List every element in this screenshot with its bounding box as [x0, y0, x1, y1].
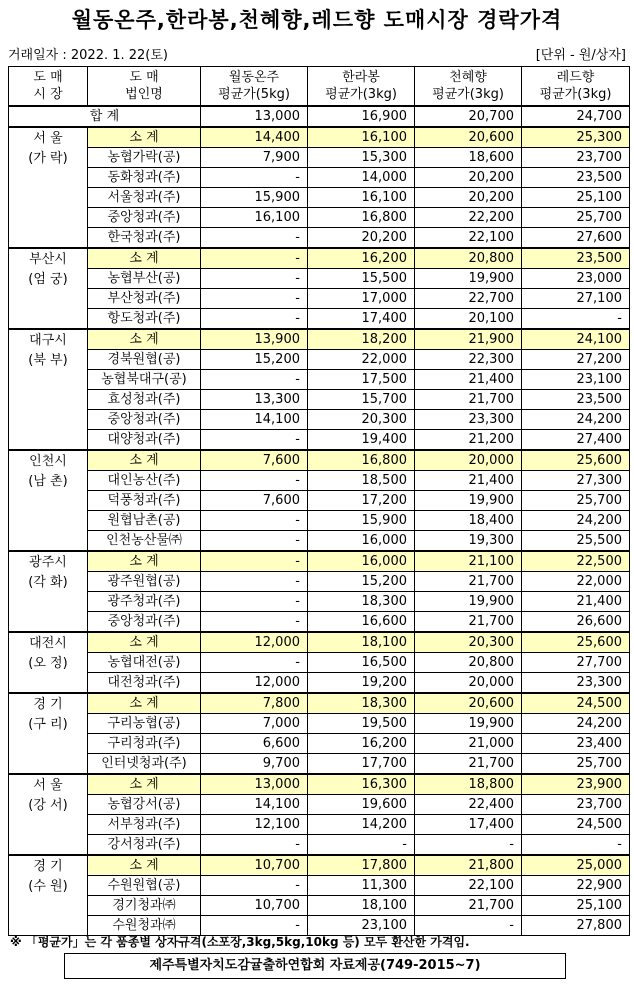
firm-name: 항도청과(주): [88, 309, 201, 330]
subtotal-label: 소 계: [88, 127, 201, 148]
price-cell: 16,100: [308, 127, 415, 148]
firm-name: 동화청과(주): [88, 168, 201, 188]
price-cell: 9,700: [201, 754, 308, 775]
table-row: [9, 430, 630, 451]
price-cell: 16,200: [308, 248, 415, 269]
header-col1-line1: 월동온주: [228, 70, 280, 85]
price-cell: 19,900: [415, 269, 522, 289]
header-col3-line2: 평균가(3kg): [432, 87, 504, 102]
subtotal-label: 소 계: [88, 248, 201, 269]
price-cell: 25,300: [522, 127, 630, 148]
price-cell: -: [201, 572, 308, 592]
price-cell: 25,700: [522, 208, 630, 228]
price-cell: 16,000: [308, 531, 415, 552]
price-cell: 25,600: [522, 632, 630, 653]
price-cell: -: [415, 835, 522, 856]
firm-name: 경북원협(공): [88, 350, 201, 370]
table-row: [9, 896, 630, 916]
price-cell: 20,300: [415, 632, 522, 653]
market-cell: [9, 127, 88, 248]
price-cell: 15,300: [308, 148, 415, 168]
subtotal-label: 소 계: [88, 450, 201, 471]
price-cell: 18,400: [415, 511, 522, 531]
price-cell: -: [201, 430, 308, 451]
price-cell: 24,100: [522, 329, 630, 350]
price-cell: 18,100: [308, 896, 415, 916]
firm-name: 수원청과㈜: [88, 916, 201, 936]
price-cell: 24,200: [522, 714, 630, 734]
subtotal-row: [9, 774, 630, 795]
price-cell: -: [201, 370, 308, 390]
price-cell: -: [201, 309, 308, 330]
table-row: [9, 876, 630, 896]
price-cell: 18,300: [308, 592, 415, 612]
price-cell: 14,200: [308, 815, 415, 835]
price-cell: 17,500: [308, 370, 415, 390]
price-cell: 23,900: [522, 774, 630, 795]
subtotal-label: 소 계: [88, 855, 201, 876]
price-cell: 21,700: [415, 572, 522, 592]
table-row: [9, 673, 630, 694]
table-row: [9, 592, 630, 612]
market-district: (강 서): [28, 798, 68, 813]
market-name: 광주시: [29, 555, 67, 570]
price-cell: 14,100: [201, 795, 308, 815]
subtotal-row: [9, 632, 630, 653]
subtotal-label: 소 계: [88, 551, 201, 572]
price-cell: 12,100: [201, 815, 308, 835]
price-cell: 17,200: [308, 491, 415, 511]
header-col4-line2: 평균가(3kg): [539, 87, 612, 102]
price-cell: 22,500: [522, 551, 630, 572]
market-cell: [9, 551, 88, 632]
firm-name: 농협부산(공): [88, 269, 201, 289]
price-cell: 25,700: [522, 491, 630, 511]
price-cell: -: [201, 592, 308, 612]
price-cell: 27,600: [522, 228, 630, 249]
header-col1: [201, 67, 308, 107]
total-label: 합 계: [9, 106, 201, 127]
price-cell: 19,900: [415, 714, 522, 734]
header-market-line2: 시 장: [33, 87, 63, 102]
table-row: [9, 228, 630, 249]
market-name: 대구시: [29, 333, 67, 348]
subtotal-label: 소 계: [88, 774, 201, 795]
price-cell: 15,200: [308, 572, 415, 592]
table-row: [9, 148, 630, 168]
table-row: [9, 491, 630, 511]
firm-name: 광주청과(주): [88, 592, 201, 612]
price-cell: 22,100: [415, 228, 522, 249]
price-cell: 25,500: [522, 531, 630, 552]
firm-name: 구리농협(공): [88, 714, 201, 734]
market-district: (엄 궁): [28, 272, 68, 287]
market-cell: [9, 774, 88, 855]
price-cell: 17,000: [308, 289, 415, 309]
price-cell: 7,600: [201, 491, 308, 511]
firm-name: 대양청과(주): [88, 430, 201, 451]
price-cell: 23,100: [308, 916, 415, 936]
price-cell: 17,700: [308, 754, 415, 775]
table-row: [9, 653, 630, 673]
price-cell: 21,100: [415, 551, 522, 572]
price-cell: 23,700: [522, 795, 630, 815]
firm-name: 서울청과(주): [88, 188, 201, 208]
price-cell: 12,000: [201, 632, 308, 653]
market-district: (수 원): [28, 879, 68, 894]
price-cell: 20,200: [415, 168, 522, 188]
table-row: [9, 390, 630, 410]
header-col3: [415, 67, 522, 107]
firm-name: 덕풍청과(주): [88, 491, 201, 511]
price-cell: -: [201, 471, 308, 491]
unit-note: [단위 - 원/상자]: [535, 48, 626, 63]
price-cell: 14,000: [308, 168, 415, 188]
header-market-line1: 도 매: [33, 70, 63, 85]
price-cell: 15,500: [308, 269, 415, 289]
price-cell: 27,100: [522, 289, 630, 309]
price-cell: 26,600: [522, 612, 630, 633]
price-cell: 20,200: [415, 188, 522, 208]
price-cell: -: [308, 835, 415, 856]
total-value: 24,700: [522, 106, 630, 127]
price-cell: -: [201, 551, 308, 572]
table-row: [9, 289, 630, 309]
price-cell: 20,600: [415, 127, 522, 148]
price-cell: 17,400: [415, 815, 522, 835]
price-cell: 11,300: [308, 876, 415, 896]
table-row: [9, 734, 630, 754]
price-cell: 23,500: [522, 248, 630, 269]
price-cell: -: [201, 876, 308, 896]
table-row: [9, 612, 630, 633]
price-cell: 7,800: [201, 693, 308, 714]
price-cell: -: [522, 835, 630, 856]
price-cell: 14,400: [201, 127, 308, 148]
firm-name: 중앙청과(주): [88, 410, 201, 430]
price-cell: 27,700: [522, 653, 630, 673]
header-col4: [522, 67, 630, 107]
subtotal-row: [9, 127, 630, 148]
price-cell: -: [201, 168, 308, 188]
price-cell: 6,600: [201, 734, 308, 754]
price-cell: 25,100: [522, 188, 630, 208]
price-cell: 16,000: [308, 551, 415, 572]
price-cell: 18,500: [308, 471, 415, 491]
table-row: [9, 754, 630, 775]
price-cell: 19,900: [415, 491, 522, 511]
table-row: [9, 188, 630, 208]
header-firm: [88, 67, 201, 107]
market-cell: [9, 632, 88, 693]
firm-name: 효성청과(주): [88, 390, 201, 410]
subtotal-label: 소 계: [88, 632, 201, 653]
price-cell: 21,700: [415, 896, 522, 916]
price-cell: 15,900: [308, 511, 415, 531]
price-cell: 12,000: [201, 673, 308, 694]
price-cell: 27,200: [522, 350, 630, 370]
price-cell: 21,400: [522, 592, 630, 612]
trade-date: 거래일자 : 2022. 1. 22(토): [8, 48, 169, 63]
table-row: [9, 350, 630, 370]
market-name: 인천시: [29, 454, 67, 469]
subtotal-row: [9, 551, 630, 572]
price-cell: 20,600: [415, 693, 522, 714]
total-value: 16,900: [308, 106, 415, 127]
firm-name: 수원원협(공): [88, 876, 201, 896]
price-cell: 23,100: [522, 370, 630, 390]
price-cell: 22,400: [415, 795, 522, 815]
price-cell: 16,100: [308, 188, 415, 208]
market-cell: [9, 329, 88, 450]
price-cell: 22,900: [522, 876, 630, 896]
price-cell: 16,200: [308, 734, 415, 754]
price-cell: 16,600: [308, 612, 415, 633]
firm-name: 한국청과(주): [88, 228, 201, 249]
price-cell: 15,200: [201, 350, 308, 370]
price-cell: 21,700: [415, 390, 522, 410]
table-row: [9, 168, 630, 188]
firm-name: 중앙청과(주): [88, 208, 201, 228]
price-cell: -: [201, 289, 308, 309]
price-cell: 19,400: [308, 430, 415, 451]
price-cell: -: [201, 653, 308, 673]
price-cell: 21,000: [415, 734, 522, 754]
table-row: [9, 410, 630, 430]
firm-name: 농협강서(공): [88, 795, 201, 815]
price-cell: 21,700: [415, 612, 522, 633]
firm-name: 중앙청과(주): [88, 612, 201, 633]
header-row: [9, 67, 630, 107]
price-cell: -: [415, 916, 522, 936]
price-cell: 25,700: [522, 754, 630, 775]
info-bar: [8, 44, 628, 64]
table-row: [9, 572, 630, 592]
price-cell: 21,400: [415, 370, 522, 390]
subtotal-label: 소 계: [88, 329, 201, 350]
price-cell: 27,800: [522, 916, 630, 936]
table-row: [9, 269, 630, 289]
market-name: 경 기: [33, 859, 63, 874]
price-cell: -: [201, 531, 308, 552]
price-cell: 23,500: [522, 168, 630, 188]
table-row: [9, 309, 630, 330]
price-cell: 21,200: [415, 430, 522, 451]
page-title: 월동온주,한라봉,천혜향,레드향 도매시장 경락가격: [71, 8, 563, 32]
market-district: (북 부): [28, 353, 68, 368]
firm-name: 인천농산물㈜: [88, 531, 201, 552]
price-cell: 16,300: [308, 774, 415, 795]
firm-name: 부산청과(주): [88, 289, 201, 309]
price-cell: -: [522, 309, 630, 330]
price-cell: 19,500: [308, 714, 415, 734]
header-firm-line1: 도 매: [129, 70, 159, 85]
table-row: [9, 208, 630, 228]
price-cell: 19,200: [308, 673, 415, 694]
price-cell: 22,000: [522, 572, 630, 592]
price-cell: 23,000: [522, 269, 630, 289]
market-district: (남 촌): [28, 474, 68, 489]
price-cell: 18,800: [415, 774, 522, 795]
price-cell: 20,800: [415, 653, 522, 673]
market-name: 부산시: [29, 252, 67, 267]
price-cell: 20,000: [415, 673, 522, 694]
total-row: [9, 106, 630, 127]
price-cell: 20,300: [308, 410, 415, 430]
total-value: 13,000: [201, 106, 308, 127]
price-cell: 15,900: [201, 188, 308, 208]
price-table-body: [9, 67, 630, 936]
price-cell: -: [201, 511, 308, 531]
price-cell: 23,400: [522, 734, 630, 754]
price-cell: 18,600: [415, 148, 522, 168]
firm-name: 경기청과㈜: [88, 896, 201, 916]
price-cell: 16,800: [308, 450, 415, 471]
header-col4-line1: 레드향: [556, 70, 595, 85]
price-cell: 14,100: [201, 410, 308, 430]
firm-name: 농협가락(공): [88, 148, 201, 168]
header-market: [9, 67, 88, 107]
price-cell: 22,200: [415, 208, 522, 228]
price-cell: 18,300: [308, 693, 415, 714]
price-cell: 25,600: [522, 450, 630, 471]
firm-name: 원협남촌(공): [88, 511, 201, 531]
price-cell: 13,000: [201, 774, 308, 795]
price-cell: 10,700: [201, 896, 308, 916]
table-row: [9, 835, 630, 856]
firm-name: 광주원협(공): [88, 572, 201, 592]
table-row: [9, 471, 630, 491]
price-cell: 16,100: [201, 208, 308, 228]
market-cell: [9, 855, 88, 936]
table-row: [9, 370, 630, 390]
price-cell: 19,600: [308, 795, 415, 815]
table-row: [9, 795, 630, 815]
price-cell: 21,400: [415, 471, 522, 491]
price-cell: 24,500: [522, 693, 630, 714]
header-col3-line1: 천혜향: [449, 70, 487, 85]
table-row: [9, 815, 630, 835]
firm-name: 농협북대구(공): [88, 370, 201, 390]
header-col2-line1: 한라봉: [342, 70, 380, 85]
price-cell: 20,200: [308, 228, 415, 249]
firm-name: 강서청과(주): [88, 835, 201, 856]
price-cell: 21,800: [415, 855, 522, 876]
price-cell: 27,300: [522, 471, 630, 491]
subtotal-row: [9, 450, 630, 471]
price-cell: 21,900: [415, 329, 522, 350]
price-cell: 16,500: [308, 653, 415, 673]
price-cell: 27,400: [522, 430, 630, 451]
table-row: [9, 511, 630, 531]
market-name: 서 울: [33, 778, 63, 793]
table-row: [9, 531, 630, 552]
price-cell: 22,100: [415, 876, 522, 896]
market-district: (오 정): [28, 656, 68, 671]
footnote: ※ 「평균가」는 각 품종별 상자규격(소포장,3kg,5kg,10kg 등) 모두 환산한 가격임.: [10, 935, 470, 949]
market-district: (구 리): [28, 717, 68, 732]
price-cell: -: [201, 835, 308, 856]
firm-name: 인터넷청과(주): [88, 754, 201, 775]
table-row: [9, 714, 630, 734]
price-cell: 24,500: [522, 815, 630, 835]
price-table: [8, 66, 630, 936]
market-name: 대전시: [29, 636, 67, 651]
price-cell: 19,300: [415, 531, 522, 552]
price-cell: 15,700: [308, 390, 415, 410]
header-col2-line2: 평균가(3kg): [325, 87, 397, 102]
price-cell: 22,300: [415, 350, 522, 370]
price-cell: 13,300: [201, 390, 308, 410]
subtotal-row: [9, 329, 630, 350]
market-district: (각 화): [28, 575, 68, 590]
price-cell: 10,700: [201, 855, 308, 876]
price-cell: 16,800: [308, 208, 415, 228]
price-cell: 24,200: [522, 511, 630, 531]
price-cell: 19,900: [415, 592, 522, 612]
firm-name: 농협대전(공): [88, 653, 201, 673]
price-cell: 23,300: [415, 410, 522, 430]
subtotal-row: [9, 248, 630, 269]
market-name: 경 기: [33, 697, 63, 712]
price-cell: 25,000: [522, 855, 630, 876]
price-cell: -: [201, 916, 308, 936]
price-cell: 21,700: [415, 754, 522, 775]
price-cell: 22,000: [308, 350, 415, 370]
price-cell: -: [201, 612, 308, 633]
price-cell: 13,900: [201, 329, 308, 350]
price-cell: 20,000: [415, 450, 522, 471]
header-col2: [308, 67, 415, 107]
price-cell: -: [201, 228, 308, 249]
subtotal-row: [9, 693, 630, 714]
header-firm-line2: 법인명: [125, 87, 163, 102]
firm-name: 대전청과(주): [88, 673, 201, 694]
price-cell: 23,700: [522, 148, 630, 168]
price-cell: 7,900: [201, 148, 308, 168]
price-cell: 25,100: [522, 896, 630, 916]
price-cell: 7,600: [201, 450, 308, 471]
price-cell: 22,700: [415, 289, 522, 309]
market-cell: [9, 693, 88, 774]
market-district: (가 락): [28, 151, 68, 166]
price-cell: 20,100: [415, 309, 522, 330]
market-cell: [9, 450, 88, 551]
subtotal-row: [9, 855, 630, 876]
firm-name: 대인농산(주): [88, 471, 201, 491]
firm-name: 서부청과(주): [88, 815, 201, 835]
price-cell: 17,800: [308, 855, 415, 876]
price-cell: 18,100: [308, 632, 415, 653]
price-cell: -: [201, 248, 308, 269]
price-cell: 20,800: [415, 248, 522, 269]
price-cell: 17,400: [308, 309, 415, 330]
firm-name: 구리청과(주): [88, 734, 201, 754]
header-col1-line2: 평균가(5kg): [218, 87, 290, 102]
price-cell: 18,200: [308, 329, 415, 350]
subtotal-label: 소 계: [88, 693, 201, 714]
market-name: 서 울: [33, 131, 63, 146]
source-credit: 제주특별자치도감귤출하연합회 자료제공(749-2015~7): [64, 953, 566, 979]
price-cell: -: [201, 269, 308, 289]
price-cell: 7,000: [201, 714, 308, 734]
market-cell: [9, 248, 88, 329]
price-cell: 23,500: [522, 390, 630, 410]
price-cell: 23,300: [522, 673, 630, 694]
price-cell: 24,200: [522, 410, 630, 430]
total-value: 20,700: [415, 106, 522, 127]
